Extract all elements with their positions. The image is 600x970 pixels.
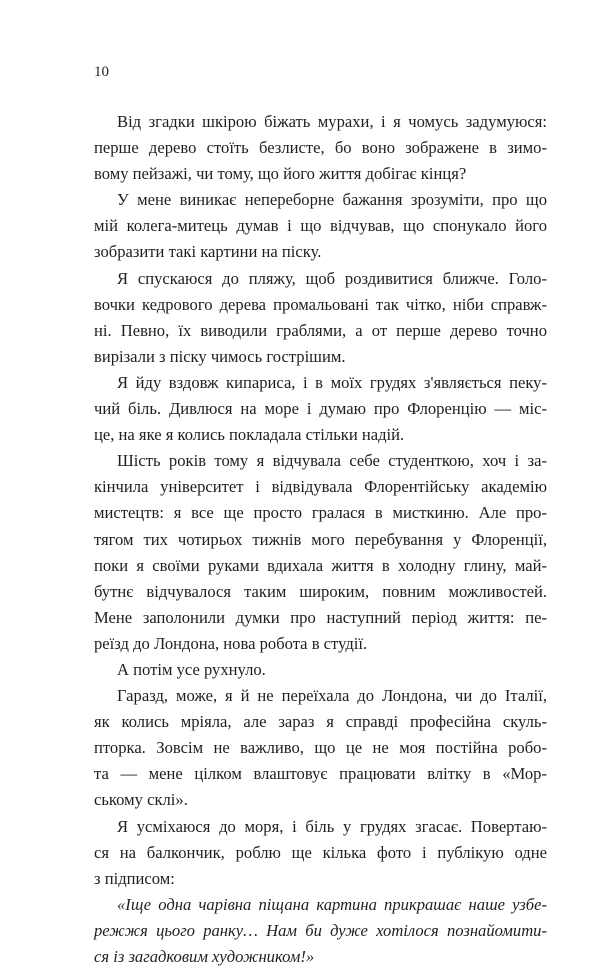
text-line: з підписом: bbox=[94, 868, 175, 888]
text-line: поки я своїми руками вдихала життя в холодну глину, май- bbox=[94, 555, 547, 575]
text-line: мистецтв: я все ще просто гралася в мисткиню. Але про- bbox=[94, 503, 547, 523]
text-line: вирізали з піску чимось гострішим. bbox=[94, 346, 346, 366]
text-line: мій колега-митець думав і що відчував, що спонукало його bbox=[94, 216, 547, 236]
page-number: 10 bbox=[94, 64, 109, 80]
text-line: пторка. Зовсім не важливо, що це не моя постійна робо- bbox=[94, 738, 547, 758]
text-line: А потім усе рухнуло. bbox=[117, 659, 266, 679]
text-line: Я йду вздовж кипариса, і в моїх грудях з'являється пеку- bbox=[117, 372, 547, 392]
text-line: як колись мріяла, але зараз я справді професійна скуль- bbox=[94, 712, 547, 732]
text-line: зобразити такі картини на піску. bbox=[94, 242, 322, 262]
text-line: кінчила університет і відвідувала Флорентійську академію bbox=[94, 477, 547, 497]
quoted-caption-line: «Іще одна чарівна піщана картина прикрашає наше узбе- bbox=[117, 894, 547, 914]
quoted-caption-line: режжя цього ранку… Нам би дуже хотілося познайомити- bbox=[94, 920, 547, 940]
text-line: реїзд до Лондона, нова робота в студії. bbox=[94, 633, 368, 653]
page-body-text bbox=[94, 109, 547, 970]
text-line: бутнє відчувалося таким широким, повним можливостей. bbox=[94, 581, 547, 601]
text-line: чий біль. Дивлюся на море і думаю про Флоренцію — міс- bbox=[94, 399, 547, 419]
text-line: Гаразд, може, я й не переїхала до Лондона, чи до Італії, bbox=[117, 686, 547, 706]
text-line: Мене заполонили думки про наступний період життя: пе- bbox=[94, 607, 547, 627]
text-line: Я усміхаюся до моря, і біль у грудях згасає. Повертаю- bbox=[117, 816, 547, 836]
text-line: вому пейзажі, чи тому, що його життя добігає кінця? bbox=[94, 164, 467, 184]
text-line: тягом тих чотирьох тижнів мого перебування у Флоренції, bbox=[94, 529, 547, 549]
text-line: ся на балкончик, роблю ще кілька фото і публікую одне bbox=[94, 842, 547, 862]
text-line: У мене виникає непереборне бажання зрозуміти, про що bbox=[117, 190, 547, 210]
text-line: ні. Певно, їх виводили граблями, а от перше дерево точно bbox=[94, 320, 547, 340]
text-line: це, на яке я колись покладала стільки надій. bbox=[94, 425, 405, 445]
text-line: вочки кедрового дерева промальовані так чітко, ніби справж- bbox=[94, 294, 547, 314]
text-line: перше дерево стоїть безлисте, бо воно зображене в зимо- bbox=[94, 138, 547, 158]
quoted-caption-line: ся із загадковим художником!» bbox=[94, 947, 315, 966]
text-line: Я спускаюся до пляжу, щоб роздивитися ближче. Голо- bbox=[117, 268, 547, 288]
text-line: Від згадки шкірою біжать мурахи, і я чомусь задумуюся: bbox=[117, 112, 547, 131]
text-line: ському склі». bbox=[94, 790, 188, 810]
text-line: Шість років тому я відчувала себе студенткою, хоч і за- bbox=[117, 451, 547, 471]
text-line: та — мене цілком влаштовує працювати влітку в «Мор- bbox=[94, 764, 547, 784]
